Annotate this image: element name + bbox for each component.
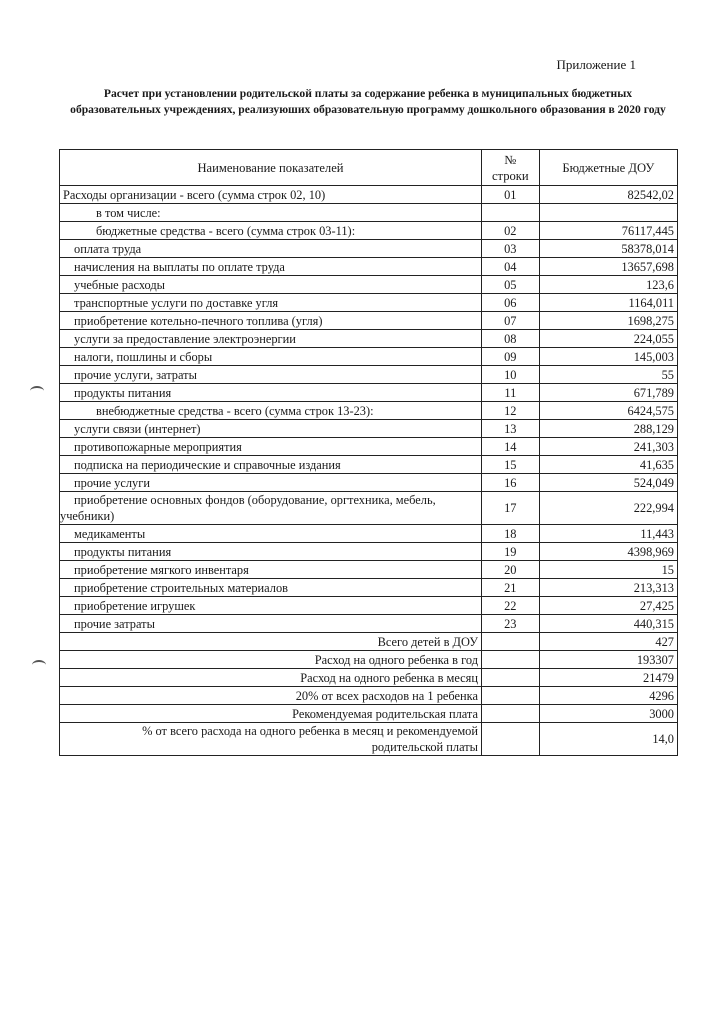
row-no: 02 [482,222,540,240]
table-row [60,474,678,492]
row-value: 524,049 [539,474,677,492]
row-value: 1698,275 [539,312,677,330]
summary-value: 3000 [539,705,677,723]
row-no: 16 [482,474,540,492]
summary-row-no [482,705,540,723]
row-value: 27,425 [539,597,677,615]
row-name: приобретение игрушек [60,597,482,615]
table-row [60,204,678,222]
row-no: 09 [482,348,540,366]
table-row [60,543,678,561]
row-value: 82542,02 [539,186,677,204]
row-no: 10 [482,366,540,384]
summary-row-no [482,651,540,669]
row-no: 04 [482,258,540,276]
row-name: Расходы организации - всего (сумма строк 02, 10) [60,186,482,204]
table-row [60,456,678,474]
document-title: Расчет при установлении родительской платы за содержание ребенка в муниципальных бюджетных образовательных учреждениях, реализуюших образовательную программу дошкольного образования в 2020 году [70,87,666,116]
punch-hole-mark [30,386,44,396]
row-name: услуги за предоставление электроэнергии [60,330,482,348]
summary-row [60,651,678,669]
summary-row [60,633,678,651]
row-no: 13 [482,420,540,438]
appendix-label: Приложение 1 [556,57,636,72]
row-value: 224,055 [539,330,677,348]
row-value: 241,303 [539,438,677,456]
row-no: 08 [482,330,540,348]
row-value: 1164,011 [539,294,677,312]
punch-hole-mark [32,660,46,670]
table-row [60,276,678,294]
row-value: 145,003 [539,348,677,366]
row-no: 20 [482,561,540,579]
row-no: 17 [482,492,540,525]
row-no: 21 [482,579,540,597]
row-no: 15 [482,456,540,474]
row-no: 11 [482,384,540,402]
row-no: 22 [482,597,540,615]
header-value: Бюджетные ДОУ [539,150,677,186]
row-no: 19 [482,543,540,561]
row-no: 07 [482,312,540,330]
row-no: 06 [482,294,540,312]
summary-row [60,687,678,705]
row-value: 41,635 [539,456,677,474]
row-name: начисления на выплаты по оплате труда [60,258,482,276]
summary-label: Расход на одного ребенка в год [60,651,482,669]
row-value: 671,789 [539,384,677,402]
table-row [60,579,678,597]
table-row [60,615,678,633]
table-row [60,402,678,420]
row-no: 12 [482,402,540,420]
row-name: оплата труда [60,240,482,258]
row-value: 4398,969 [539,543,677,561]
summary-label: Всего детей в ДОУ [60,633,482,651]
table-row [60,330,678,348]
table-row [60,186,678,204]
summary-row-no [482,687,540,705]
row-value: 55 [539,366,677,384]
header-name: Наименование показателей [60,150,482,186]
table-row [60,348,678,366]
row-value: 11,443 [539,525,677,543]
row-no: 03 [482,240,540,258]
row-no: 05 [482,276,540,294]
summary-label: Расход на одного ребенка в месяц [60,669,482,687]
row-name: приобретение основных фондов (оборудование, оргтехника, мебель, учебники) [60,492,482,525]
summary-value: 21479 [539,669,677,687]
row-name: прочие затраты [60,615,482,633]
row-value: 58378,014 [539,240,677,258]
table-row [60,384,678,402]
summary-row-no [482,723,540,756]
row-name: продукты питания [60,543,482,561]
row-name: приобретение котельно-печного топлива (угля) [60,312,482,330]
row-name: прочие услуги [60,474,482,492]
summary-row [60,723,678,756]
row-name: противопожарные мероприятия [60,438,482,456]
row-name: подписка на периодические и справочные издания [60,456,482,474]
row-name: учебные расходы [60,276,482,294]
row-value: 440,315 [539,615,677,633]
table-row [60,312,678,330]
summary-value: 193307 [539,651,677,669]
table-row [60,420,678,438]
row-name: медикаменты [60,525,482,543]
table-row [60,561,678,579]
summary-value: 14,0 [539,723,677,756]
row-value: 6424,575 [539,402,677,420]
row-value: 213,313 [539,579,677,597]
table-header-row [60,150,678,186]
summary-row-no [482,669,540,687]
row-value [539,204,677,222]
summary-value: 427 [539,633,677,651]
row-value: 15 [539,561,677,579]
row-name: продукты питания [60,384,482,402]
expense-table [59,149,678,756]
table-row [60,222,678,240]
table-row [60,525,678,543]
row-no: 18 [482,525,540,543]
summary-row [60,705,678,723]
table-row [60,294,678,312]
row-value: 13657,698 [539,258,677,276]
row-name: транспортные услуги по доставке угля [60,294,482,312]
row-name: приобретение строительных материалов [60,579,482,597]
row-name: внебюджетные средства - всего (сумма строк 13-23): [60,402,482,420]
row-no: 14 [482,438,540,456]
table-row [60,492,678,525]
row-no: 23 [482,615,540,633]
summary-label: 20% от всех расходов на 1 ребенка [60,687,482,705]
row-name: бюджетные средства - всего (сумма строк 03-11): [60,222,482,240]
summary-row-no [482,633,540,651]
table-row [60,240,678,258]
row-name: услуги связи (интернет) [60,420,482,438]
row-value: 288,129 [539,420,677,438]
row-value: 76117,445 [539,222,677,240]
summary-label: Рекомендуемая родительская плата [60,705,482,723]
row-name: налоги, пошлины и сборы [60,348,482,366]
row-value: 123,6 [539,276,677,294]
header-row-no: № строки [482,150,540,186]
row-no [482,204,540,222]
table-row [60,366,678,384]
table-row [60,438,678,456]
row-name: прочие услуги, затраты [60,366,482,384]
row-value: 222,994 [539,492,677,525]
row-name: приобретение мягкого инвентаря [60,561,482,579]
row-name: в том числе: [60,204,482,222]
summary-row [60,669,678,687]
table-row [60,258,678,276]
summary-value: 4296 [539,687,677,705]
table-row [60,597,678,615]
row-no: 01 [482,186,540,204]
summary-label: % от всего расхода на одного ребенка в месяц и рекомендуемой родительской платы [60,723,482,756]
